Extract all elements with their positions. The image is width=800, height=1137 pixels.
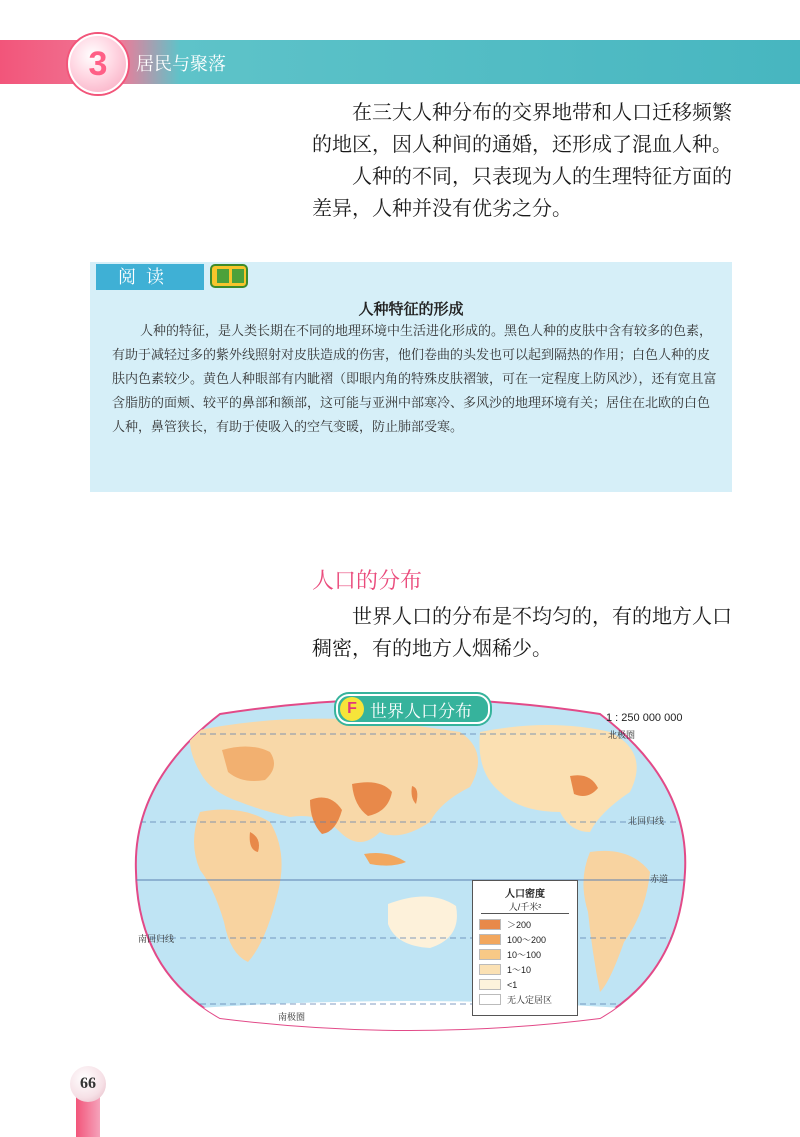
- legend-label: 1～10: [507, 965, 532, 975]
- legend-label: <1: [507, 979, 518, 990]
- legend-unit: 人/千米²: [481, 900, 569, 914]
- legend-item: [479, 962, 577, 977]
- legend-label: ＞200: [507, 920, 532, 930]
- reading-title: 人种特征的形成: [358, 301, 464, 318]
- legend-item: [479, 932, 577, 947]
- chapter-number: 3: [88, 44, 108, 83]
- page-number-badge: [70, 1066, 106, 1102]
- chapter-badge: [68, 34, 128, 94]
- legend-swatch: [479, 994, 501, 1005]
- map-scale: 1 : 250 000 000: [606, 712, 683, 724]
- arctic-circle-label: 北极圈: [608, 730, 636, 740]
- legend-item: [479, 917, 577, 932]
- figure-badge: [336, 694, 490, 724]
- body-paragraph: 人种的不同，只表现为人的生理特征方面的差异，人种并没有优劣之分。: [312, 164, 732, 220]
- tropic-of-capricorn-label: 南回归线: [138, 934, 175, 944]
- chapter-title: 居民与聚落: [136, 54, 226, 74]
- legend-item: [479, 977, 577, 992]
- reading-tab: 阅读: [96, 264, 204, 290]
- legend-label: 无人定居区: [507, 995, 553, 1005]
- body-paragraph: 世界人口的分布是不均匀的，有的地方人口稠密，有的地方人烟稀少。: [312, 604, 732, 660]
- legend-swatch: [479, 964, 501, 975]
- equator-label: 赤道: [650, 874, 669, 884]
- world-population-map: [130, 692, 690, 1032]
- map-legend: [472, 880, 578, 1016]
- map-graphic: [130, 692, 690, 1032]
- book-icon: [210, 264, 248, 288]
- figure-letter: F: [340, 697, 364, 721]
- page-number: 66: [80, 1075, 96, 1092]
- legend-swatch: [479, 979, 501, 990]
- body-paragraph: 在三大人种分布的交界地带和人口迁移频繁的地区，因人种间的通婚，还形成了混血人种。: [312, 100, 732, 156]
- legend-swatch: [479, 934, 501, 945]
- figure-title: 世界人口分布: [370, 701, 472, 721]
- legend-label: 10～100: [507, 950, 542, 960]
- legend-title: 人口密度: [505, 889, 545, 900]
- section-heading: 人口的分布: [312, 568, 423, 593]
- legend-swatch: [479, 919, 501, 930]
- legend-item: [479, 947, 577, 962]
- legend-item: [479, 992, 577, 1007]
- legend-swatch: [479, 949, 501, 960]
- tropic-of-cancer-label: 北回归线: [628, 816, 665, 826]
- antarctic-circle-label: 南极圈: [278, 1012, 306, 1022]
- reading-text: 人种的特征，是人类长期在不同的地理环境中生活进化形成的。黑色人种的皮肤中含有较多的色素，有助于减轻过多的紫外线照射对皮肤造成的伤害，他们卷曲的头发也可以起到隔热的作用；白色人种的皮肤内色素较少。黄色人种眼部有内眦褶（即眼内角的特殊皮肤褶皱，可在一定程度上防风沙），还有宽且富含脂肪的面颊、较平的鼻部和额部，这可能与亚洲中部寒冷、多风沙的地理环境有关；居住在北欧的白色人种，鼻管狭长，有助于使吸入的空气变暖，防止肺部受寒。: [112, 324, 717, 435]
- legend-label: 100～200: [507, 935, 547, 945]
